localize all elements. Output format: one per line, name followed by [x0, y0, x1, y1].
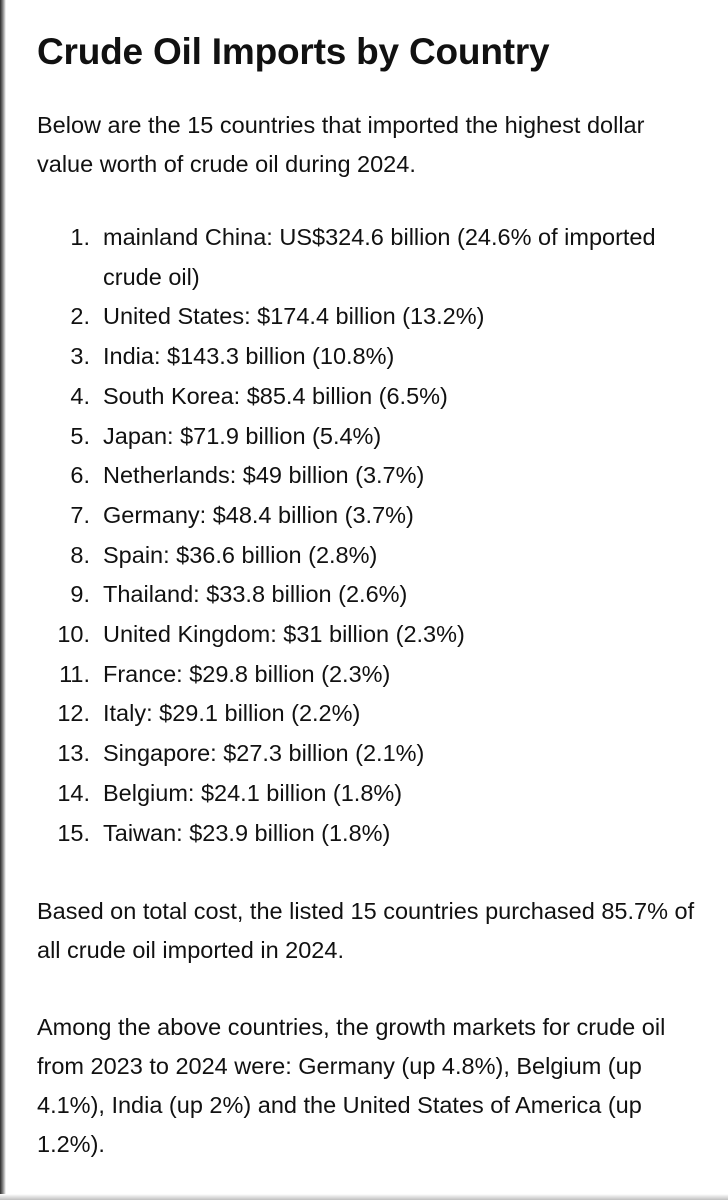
list-item-number: 7. — [70, 501, 90, 528]
list-item — [37, 694, 707, 734]
list-item-text: Thailand: $33.8 billion (2.6%) — [103, 581, 408, 608]
list-item-number: 11. — [59, 660, 90, 687]
list-item — [37, 536, 707, 576]
list-item — [37, 655, 707, 695]
list-item-number: 15. — [57, 819, 90, 846]
list-item-number: 8. — [70, 541, 90, 568]
list-item-text: France: $29.8 billion (2.3%) — [103, 660, 391, 687]
list-item-number: 10. — [57, 621, 90, 648]
growth-paragraph: Among the above countries, the growth markets for crude oil from 2023 to 2024 were: Germany (up 4.8%), Belgium (up 4.1%), India (up 2%) and the United States of America (up 1.2%). — [37, 1014, 666, 1158]
list-item — [37, 615, 707, 655]
page-title: Crude Oil Imports by Country — [37, 31, 550, 72]
list-item — [37, 774, 707, 814]
list-item-text: Singapore: $27.3 billion (2.1%) — [103, 740, 425, 767]
image-left-edge — [0, 0, 6, 1200]
list-item-text: Netherlands: $49 billion (3.7%) — [103, 462, 425, 489]
list-item-number: 2. — [70, 303, 90, 330]
list-item-text: United Kingdom: $31 billion (2.3%) — [103, 621, 465, 648]
list-item — [37, 417, 707, 457]
list-item-number: 6. — [70, 462, 90, 489]
list-item-text: Belgium: $24.1 billion (1.8%) — [103, 779, 403, 806]
list-item — [37, 337, 707, 377]
list-item — [37, 575, 707, 615]
list-item-number: 13. — [57, 740, 90, 767]
country-list — [37, 218, 707, 853]
list-item-text: India: $143.3 billion (10.8%) — [103, 343, 395, 370]
list-item-number: 9. — [70, 581, 90, 608]
list-item — [37, 218, 707, 297]
summary-paragraph: Based on total cost, the listed 15 countries purchased 85.7% of all crude oil imported in 2024. — [37, 898, 695, 964]
list-item-number: 5. — [70, 422, 90, 449]
list-item-number: 3. — [70, 343, 90, 370]
list-item — [37, 456, 707, 496]
article — [37, 28, 707, 1164]
list-item-text: South Korea: $85.4 billion (6.5%) — [103, 382, 448, 409]
list-item-text: Italy: $29.1 billion (2.2%) — [103, 700, 361, 727]
list-item-text: United States: $174.4 billion (13.2%) — [103, 303, 485, 330]
intro-paragraph: Below are the 15 countries that imported the highest dollar value worth of crude oil during 2024. — [37, 112, 645, 177]
list-item-text: Japan: $71.9 billion (5.4%) — [103, 422, 382, 449]
list-item — [37, 734, 707, 774]
list-item — [37, 377, 707, 417]
list-item-text: Spain: $36.6 billion (2.8%) — [103, 541, 378, 568]
list-item-text: mainland China: US$324.6 billion (24.6% of imported crude oil) — [103, 224, 656, 290]
list-item — [37, 496, 707, 536]
list-item-number: 4. — [70, 382, 90, 409]
list-item-number: 12. — [57, 700, 90, 727]
image-bottom-edge — [0, 1194, 728, 1200]
list-item-number: 1. — [70, 224, 90, 250]
list-item-number: 14. — [57, 779, 90, 806]
list-item-text: Germany: $48.4 billion (3.7%) — [103, 501, 414, 528]
list-item — [37, 814, 707, 854]
list-item-text: Taiwan: $23.9 billion (1.8%) — [103, 819, 391, 846]
list-item — [37, 297, 707, 337]
